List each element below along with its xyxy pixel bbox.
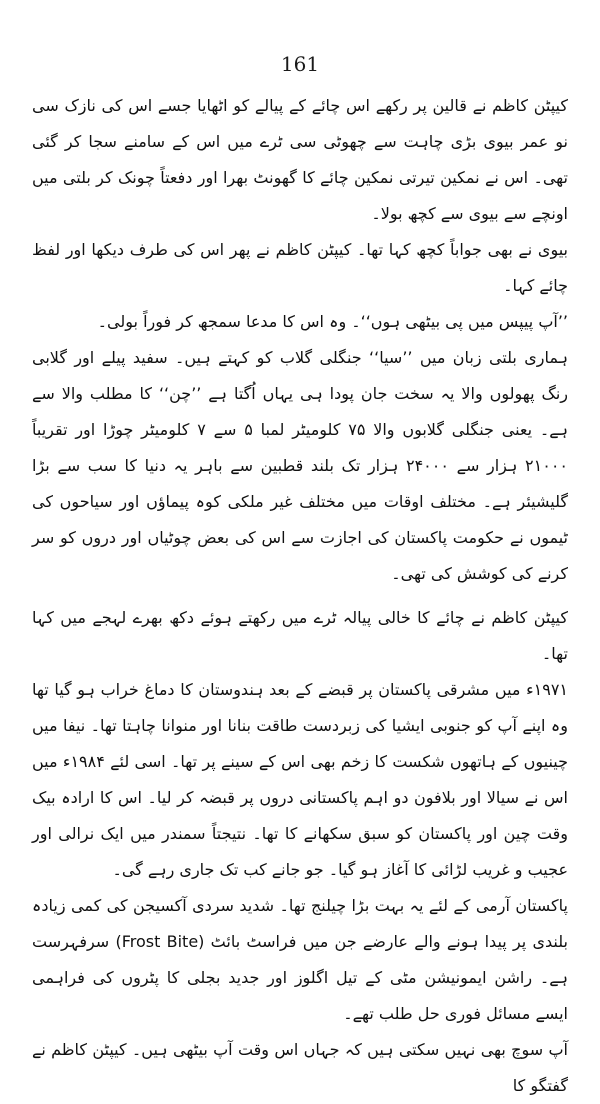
paragraph: کیپٹن کاظم نے چائے کا خالی پیالہ ٹرے میں رکھتے ہوئے دکھ بھرے لہجے میں کہا تھا۔ — [32, 608, 568, 663]
paragraph: آپ سوچ بھی نہیں سکتی ہیں کہ جہاں اس وقت آپ بیٹھی ہیں۔ کیپٹن کاظم نے گفتگو کا — [32, 1040, 568, 1095]
paragraph: ۱۹۷۱ء میں مشرقی پاکستان پر قبضے کے بعد ہندوستان کا دماغ خراب ہو گیا تھا وہ اپنے آپ کو جنوبی ایشیا کی زبردست طاقت بنانا اور منوانا چاہتا تھا۔ نیفا میں چینیوں کے ہاتھوں شکست کا زخم بھی اس کے سینے پر تھا۔ اسی لئے ۱۹۸۴ء میں اس نے سیالا اور بلافون دو اہم پاکستانی دروں پر قبضہ کر لیا۔ اس کا ارادہ بیک وقت چین اور پاکستان کو سبق سکھانے کا تھا۔ نتیجتاً سمندر میں ایک نرالی اور عجیب و غریب لڑائی کا آغاز ہو گیا۔ جو جانے کب تک جاری رہے گی۔ — [32, 680, 569, 879]
page-number: 161 — [280, 52, 320, 76]
paragraph: پاکستان آرمی کے لئے یہ بہت بڑا چیلنج تھا۔ شدید سردی آکسیجن کی کمی زیادہ بلندی پر پیدا ہونے والے عارضے جن میں فراسٹ بائٹ (Frost Bite) سرفہرست ہے۔ راشن ایمونیشن مٹی کے تیل اگلوز اور جدید بجلی کا پٹروں کی فراہمی ایسے مسائل فوری حل طلب تھے۔ — [32, 896, 569, 1023]
paragraph: ’’آپ پیپس میں پی بیٹھی ہوں‘‘۔ وہ اس کا مدعا سمجھ کر فوراً بولی۔ — [97, 312, 568, 331]
body-text — [32, 88, 568, 1104]
paragraph: بیوی نے بھی جواباً کچھ کہا تھا۔ کیپٹن کاظم نے پھر اس کی طرف دیکھا اور لفظ چائے کہا۔ — [32, 240, 568, 295]
paragraph: ہماری بلتی زبان میں ’’سیا‘‘ جنگلی گلاب کو کہتے ہیں۔ سفید پیلے اور گلابی رنگ پھولوں والا یہ سخت جان پودا ہی یہاں اُگتا ہے ’’چن‘‘ کا مطلب والا سے ہے۔ یعنی جنگلی گلابوں والا ۷۵ کلومیٹر لمبا ۵ سے ۷ کلومیٹر چوڑا اور تقریباً ۲۱۰۰۰ ہزار سے ۲۴۰۰۰ ہزار تک بلند قطبین سے باہر یہ دنیا کا سب سے بڑا گلیشیئر ہے۔ مختلف اوقات میں مختلف غیر ملکی کوہ پیماؤں اور سیاحوں کی ٹیموں نے حکومت پاکستان کی اجازت سے اس کی بعض چوٹیاں اور دروں کو سر کرنے کی کوشش کی تھی۔ — [32, 348, 569, 583]
paragraph: کیپٹن کاظم نے قالین پر رکھے اس چائے کے پیالے کو اٹھایا جسے اس کی نازک سی نو عمر بیوی بڑی چاہت سے چھوٹی سی ٹرے میں اس کے سامنے سجا کر گئی تھی۔ اس نے نمکین تیرتی نمکین چائے کا گھونٹ بھرا اور دفعتاً چونک کر بلتی میں اونچے سے بیوی سے کچھ بولا۔ — [32, 96, 568, 223]
